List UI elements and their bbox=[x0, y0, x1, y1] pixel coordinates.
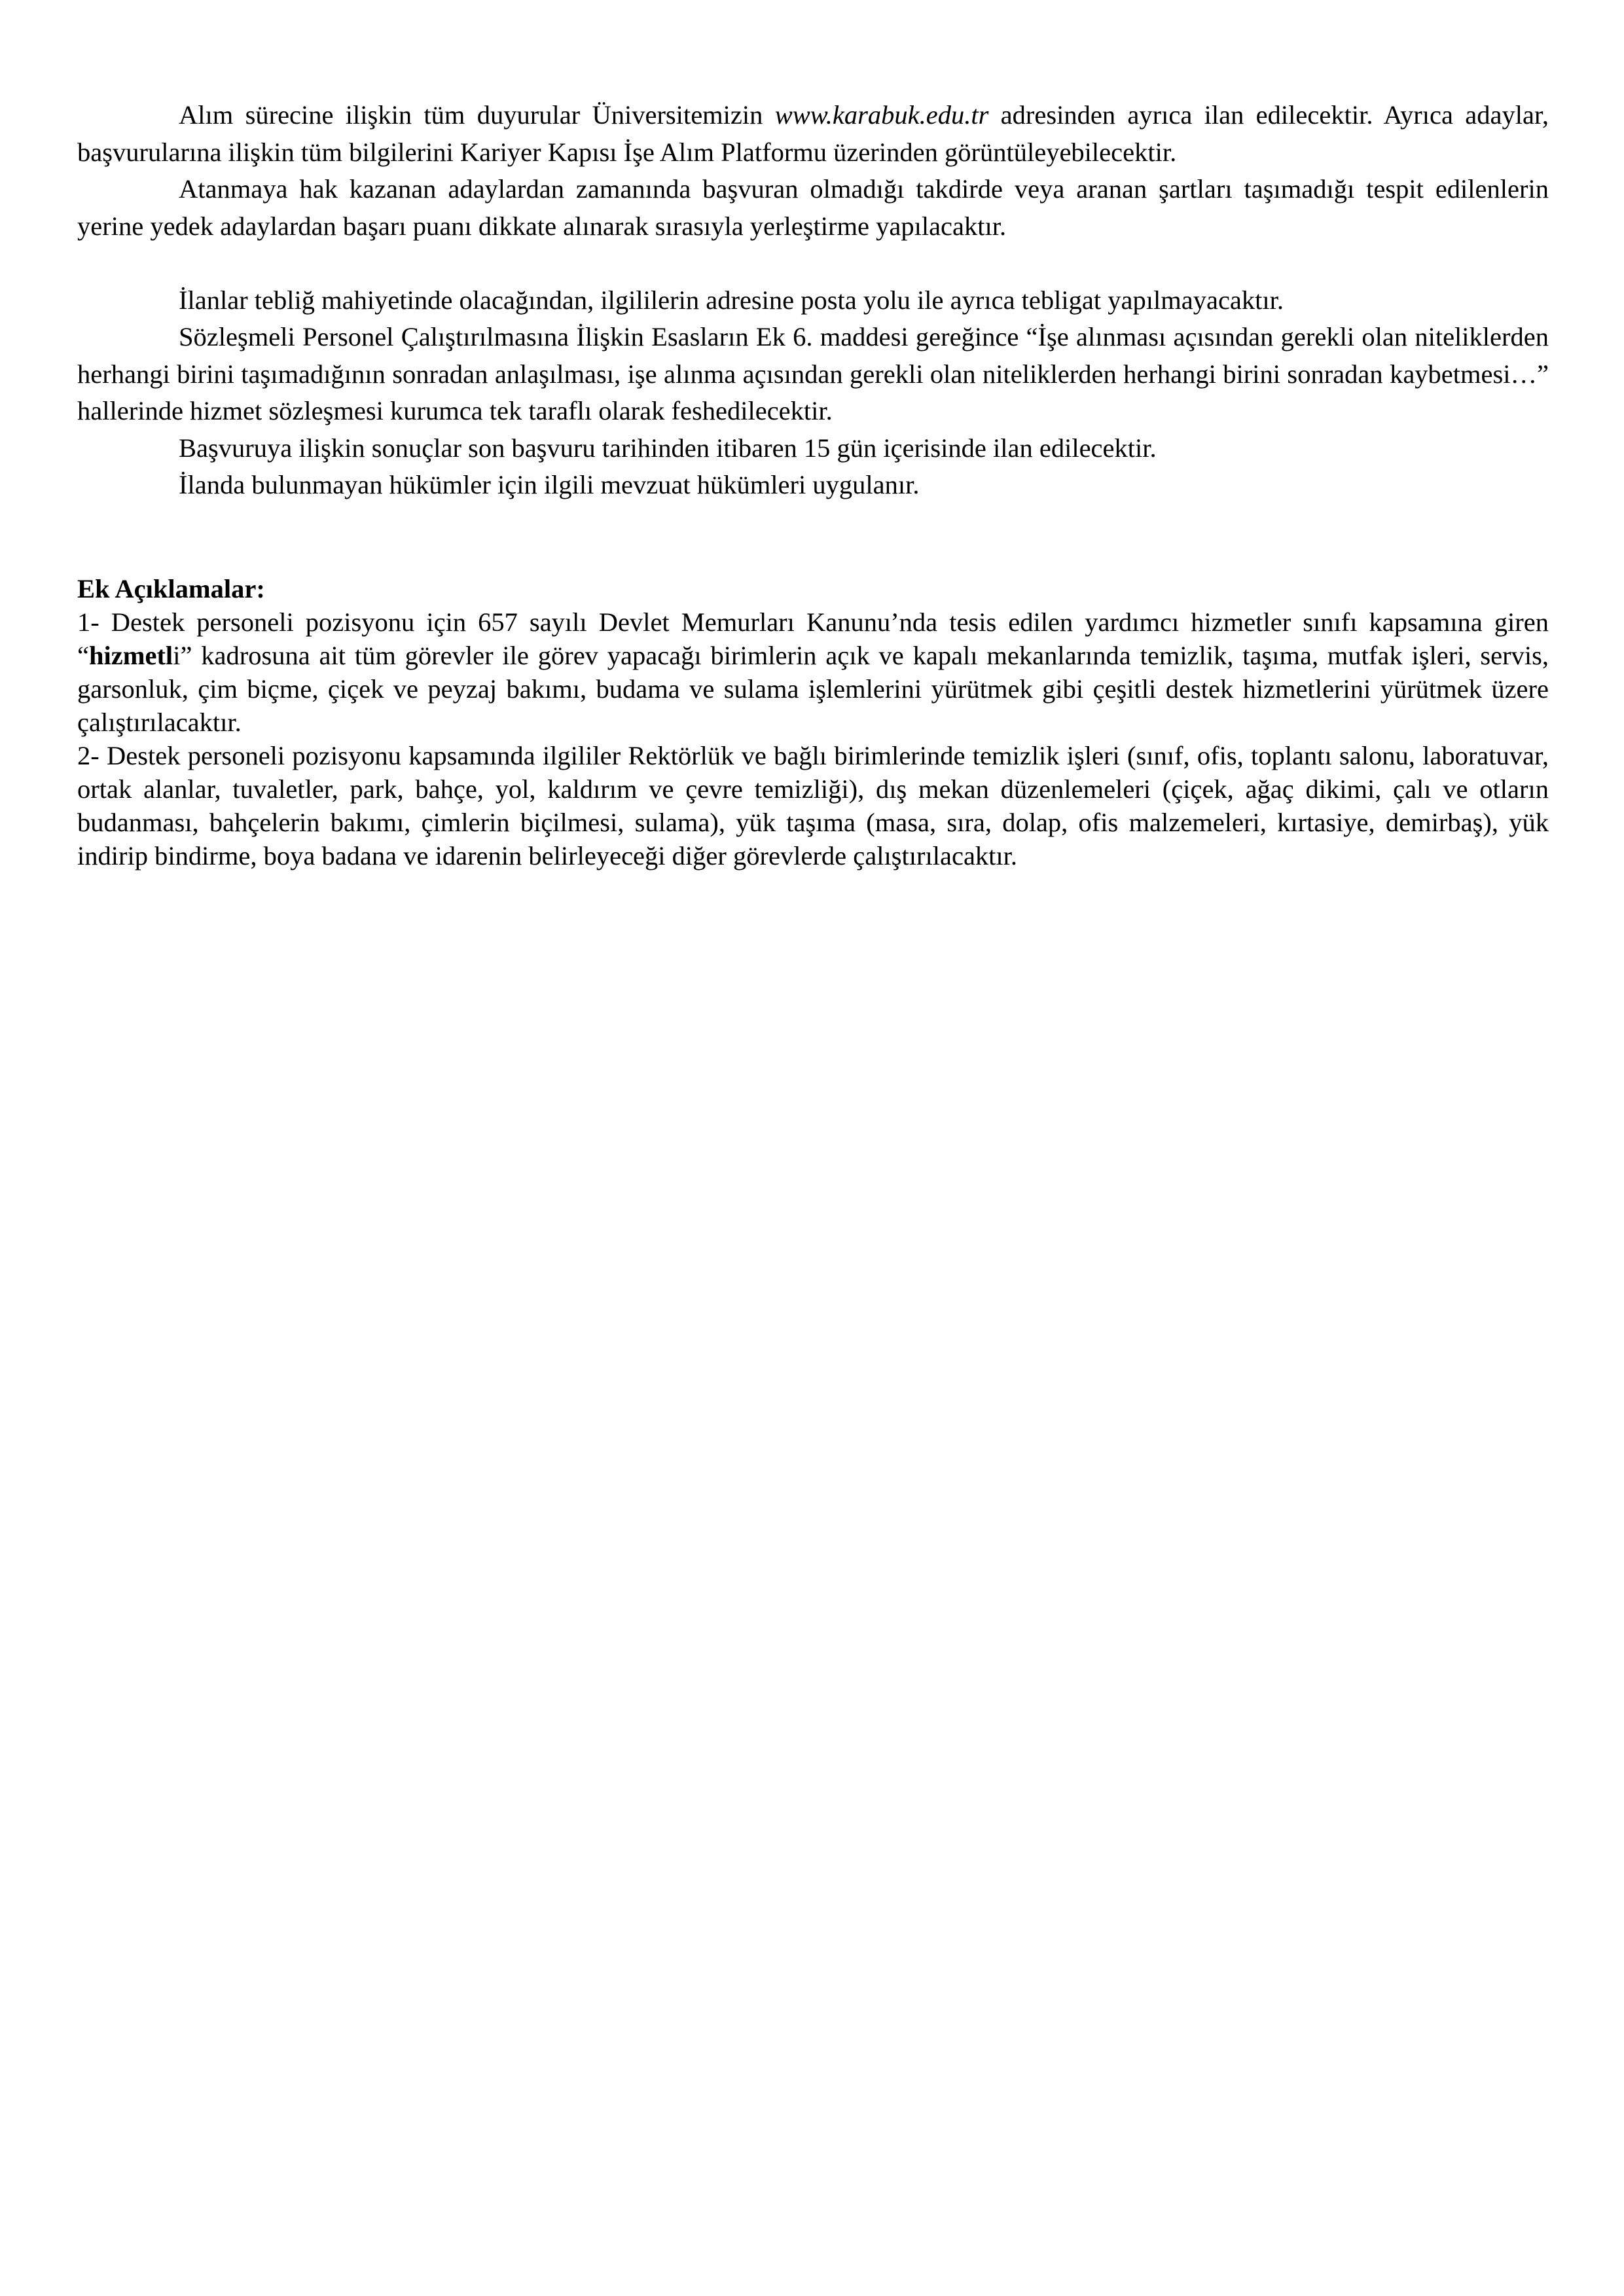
university-website-url: www.karabuk.edu.tr bbox=[774, 100, 989, 130]
paragraph-announcement-channels bbox=[77, 97, 1549, 171]
paragraph-contract-termination: Sözleşmeli Personel Çalıştırılmasına İlişkin Esasların Ek 6. maddesi gereğince “İşe alınması açısından gerekli olan niteliklerden herhangi birini taşımadığının sonradan anlaşılması, işe alınma açısından gerekli olan niteliklerden herhangi birini sonradan kaybetmesi…” hallerinde hizmet sözleşmesi kurumca tek taraflı olarak feshedilecektir. bbox=[77, 322, 1549, 425]
paragraph-legislation-fallback: İlanda bulunmayan hükümler için ilgili mevzuat hükümleri uygulanır. bbox=[179, 470, 920, 499]
note-item-2: 2- Destek personeli pozisyonu kapsamında ilgililer Rektörlük ve bağlı birimlerinde temizlik işleri (sınıf, ofis, toplantı salonu, laboratuvar, ortak alanlar, tuvaletler, park, bahçe, yol, kaldırım ve çevre temizliği), dış mekan düzenlemeleri (çiçek, ağaç dikimi, çalı ve otların budanması, bahçelerin bakımı, çimlerin biçilmesi, sulama), yük taşıma (masa, sıra, dolap, ofis malzemeleri, kırtasiye, demirbaş), yük indirip bindirme, boya badana ve idarenin belirleyeceği diğer görevlerde çalıştırılacaktır. bbox=[77, 740, 1549, 870]
paragraph-tail-text: adresinden ayrıca ilan edilecektir. Ayrıca adaylar, başvurularına ilişkin tüm bilgilerini Kariyer Kapısı İşe Alım Platformu üzerinden görüntüleyebilecektir. bbox=[77, 100, 1549, 167]
additional-explanations-section bbox=[77, 572, 1549, 872]
paragraph-notification-by-post: İlanlar tebliğ mahiyetinde olacağından, ilgililerin adresine posta yolu ile ayrıca tebligat yapılmayacaktır. bbox=[179, 285, 1284, 315]
note-1-lead-text: 1- Destek personeli pozisyonu için 657 sayılı Devlet Memurları Kanunu’nda tesis edilen yardımcı hizmetler sınıfı kapsamına giren “ bbox=[77, 607, 1549, 670]
paragraph-results-timeline: Başvuruya ilişkin sonuçlar son başvuru tarihinden itibaren 15 gün içerisinde ilan edilecektir. bbox=[179, 433, 1157, 463]
note-1-emphasis-hizmetli: hizmetl bbox=[88, 640, 173, 670]
document-text-block bbox=[77, 97, 1549, 872]
note-1-tail-text: i” kadrosuna ait tüm görevler ile görev yapacağı birimlerin açık ve kapalı mekanlarında temizlik, taşıma, mutfak işleri, servis, garsonluk, çim biçme, çiçek ve peyzaj bakımı, budama ve sulama işlemlerini yürütmek gibi çeşitli destek hizmetlerini yürütmek üzere çalıştırılacaktır. bbox=[77, 640, 1549, 737]
note-item-1 bbox=[77, 605, 1549, 739]
section-heading-ek-aciklamalar: Ek Açıklamalar: bbox=[77, 573, 265, 603]
paragraph-lead-text: Alım sürecine ilişkin tüm duyurular Üniversitemizin bbox=[179, 100, 775, 130]
paragraph-reserve-candidates: Atanmaya hak kazanan adaylardan zamanında başvuran olmadığı takdirde veya aranan şartları taşımadığı tespit edilenlerin yerine yedek adaylardan başarı puanı dikkate alınarak sırasıyla yerleştirme yapılacaktır. bbox=[77, 174, 1549, 241]
